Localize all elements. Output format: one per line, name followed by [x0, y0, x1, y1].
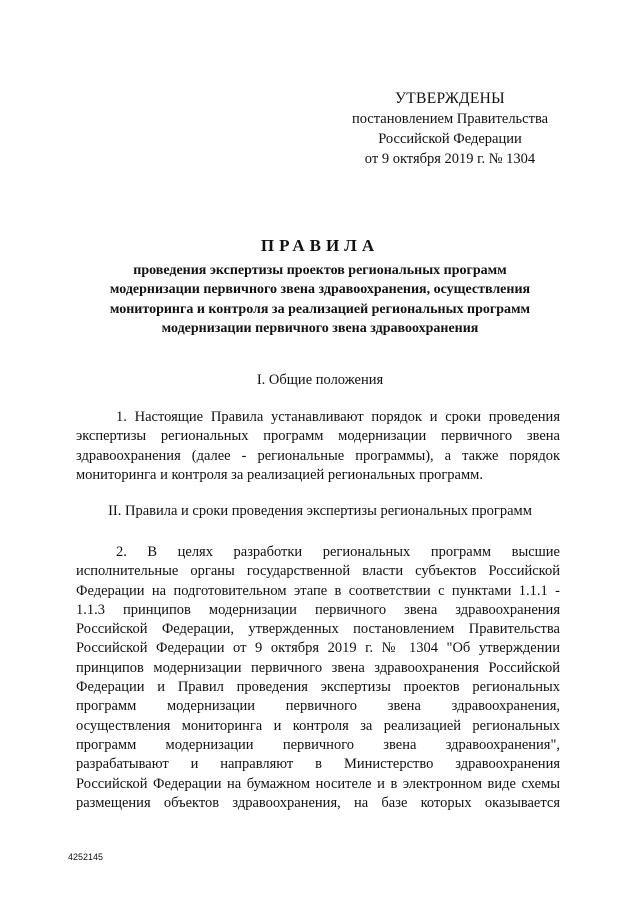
paragraph-line: Российской Федерации от 9 октября 2019 г. № 1304 "Об утверждении [76, 640, 560, 657]
paragraph-line: исполнительные органы государственной власти субъектов Российской [76, 563, 560, 580]
subtitle-line: мониторинга и контроля за реализацией региональных программ [109, 301, 531, 317]
paragraph-1 [76, 408, 560, 485]
paragraph-line: 1.1.3 принципов модернизации первичного звена здравоохранения [76, 601, 560, 618]
subtitle-line: модернизации первичного звена здравоохранения [161, 320, 479, 336]
section-heading-1: I. Общие положения [256, 372, 384, 388]
document-subtitle [80, 261, 560, 338]
document-title: ПРАВИЛА [260, 236, 380, 255]
paragraph-line: здравоохранения (далее - региональные программы), а также порядок [76, 447, 560, 464]
paragraph-2 [76, 543, 560, 813]
paragraph-line: Федерации и Правил проведения экспертизы проектов региональных [76, 679, 560, 696]
document-number: 4252145 [68, 852, 104, 862]
subtitle-line: модернизации первичного звена здравоохранения, осуществления [109, 282, 531, 298]
approval-block [330, 89, 570, 169]
approval-line: постановлением Правительства [351, 111, 549, 127]
paragraph-line: мониторинга и контроля за реализацией региональных программ. [76, 466, 483, 483]
approval-line: от 9 октября 2019 г. № 1304 [364, 151, 536, 167]
paragraph-line: программ модернизации первичного звена здравоохранения, [76, 698, 560, 715]
paragraph-line: Российской Федерации на бумажном носителе и в электронном виде схемы [76, 775, 560, 792]
paragraph-line: программ модернизации первичного звена здравоохранения", [76, 736, 560, 753]
section-heading-2: II. Правила и сроки проведения экспертизы региональных программ [108, 503, 532, 519]
paragraph-line: экспертизы региональных программ модернизации первичного звена [76, 428, 560, 445]
approval-heading: УТВЕРЖДЕНЫ [395, 90, 505, 107]
paragraph-line: 1. Настоящие Правила устанавливают порядок и сроки проведения [116, 409, 560, 425]
paragraph-line: размещения объектов здравоохранения, на базе которых оказывается [76, 794, 560, 811]
paragraph-line: принципов модернизации первичного звена здравоохранения Российской [76, 659, 560, 676]
subtitle-line: проведения экспертизы проектов региональных программ [133, 263, 507, 278]
paragraph-line: 2. В целях разработки региональных программ высшие [116, 544, 560, 560]
paragraph-line: разрабатывают и направляют в Министерство здравоохранения [76, 756, 560, 773]
paragraph-line: Российской Федерации, утвержденных постановлением Правительства [76, 621, 560, 638]
paragraph-line: Федерации на подготовительном этапе в соответствии с пунктами 1.1.1 - [76, 582, 560, 599]
approval-line: Российской Федерации [378, 131, 522, 147]
paragraph-line: осуществления мониторинга и контроля за реализацией региональных [76, 717, 560, 734]
